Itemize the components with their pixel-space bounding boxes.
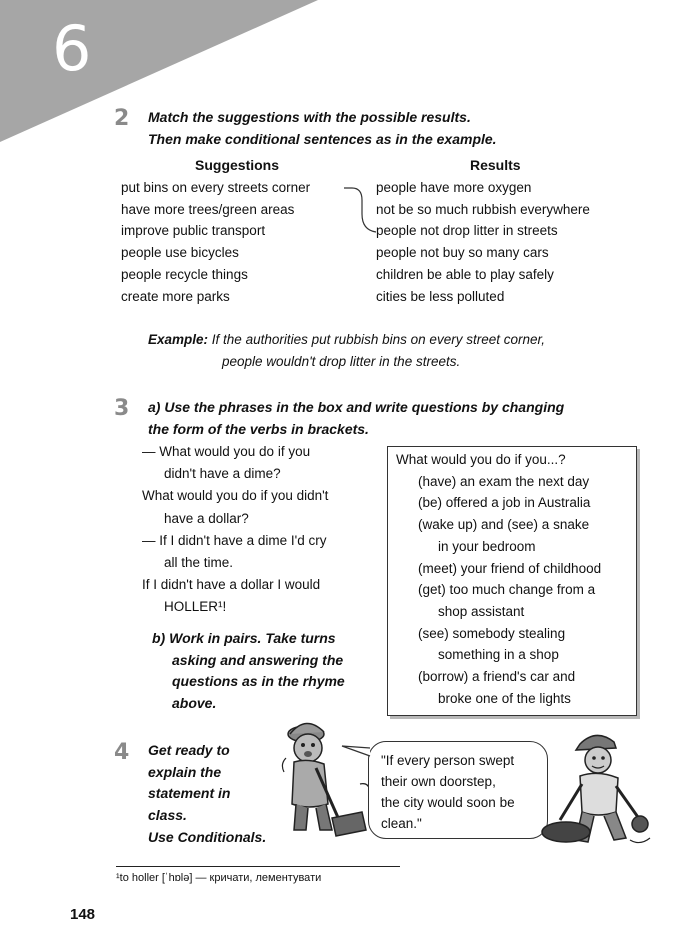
list-item: people use bicycles	[121, 245, 239, 261]
list-item: people have more oxygen	[376, 180, 532, 195]
list-item: people not drop litter in streets	[376, 223, 558, 239]
box-line: (meet) your friend of childhood	[418, 560, 602, 576]
exercise-4-instruction-line: explain the	[148, 763, 222, 780]
exercise-4-instruction-line: Get ready to	[148, 742, 230, 758]
rhyme-line: didn't have a dime?	[164, 466, 281, 482]
box-line: (borrow) a friend's car and	[418, 669, 576, 685]
exercise-4-instruction-line: class.	[148, 807, 187, 824]
exercise-3-number: 3	[114, 396, 130, 421]
exercise-3b-instruction-line: b) Work in pairs. Take turns	[152, 630, 336, 646]
rhyme-line: — If I didn't have a dime I'd cry	[142, 532, 327, 548]
box-line: something in a shop	[438, 647, 559, 663]
rhyme-line: — What would you do if you	[142, 444, 311, 459]
box-line: broke one of the lights	[438, 690, 571, 706]
page-number: 148	[70, 906, 96, 923]
list-item: create more parks	[121, 288, 230, 304]
list-item: improve public transport	[121, 223, 266, 239]
list-item: cities be less polluted	[376, 288, 505, 304]
rhyme-line: all the time.	[164, 555, 234, 571]
exercise-2-instruction	[148, 106, 497, 150]
footnote-rule	[116, 866, 400, 867]
box-line: (be) offered a job in Australia	[418, 495, 591, 511]
rhyme-line: HOLLER¹!	[164, 599, 227, 615]
exercise-2-number: 2	[114, 106, 130, 131]
box-line: shop assistant	[438, 603, 525, 619]
rhyme-line: have a dollar?	[164, 510, 249, 526]
quote-line: "If every person swept	[381, 753, 515, 768]
results-list	[376, 177, 590, 307]
unit-number: 6	[52, 12, 92, 85]
box-line: (get) too much change from a	[418, 582, 596, 598]
list-item: have more trees/green areas	[121, 201, 295, 217]
example-line: people wouldn't drop litter in the streets.	[222, 354, 461, 369]
rhyme-line: If I didn't have a dollar I would	[142, 577, 321, 593]
results-header: Results	[470, 157, 521, 173]
rhyme	[142, 441, 328, 619]
list-item: people not buy so many cars	[376, 245, 549, 261]
vacuum-man-illustration	[536, 728, 652, 856]
exercise-3b-instruction	[152, 628, 345, 715]
exercise-3b-instruction-line: above.	[172, 695, 217, 712]
rhyme-line: What would you do if you didn't	[142, 488, 329, 504]
exercise-3b-instruction-line: questions as in the rhyme	[172, 673, 345, 690]
exercise-3a-instruction-line: the form of the verbs in brackets.	[148, 421, 369, 437]
phrases-box	[387, 446, 637, 716]
exercise-2-instruction-line: Then make conditional sentences as in the example.	[148, 131, 497, 147]
footnote: ¹to holler [ˈhɒlə] — кричати, лементувати	[116, 872, 322, 884]
quote-line: their own doorstep,	[381, 774, 496, 789]
matching-connector-line	[342, 180, 378, 236]
list-item: put bins on every streets corner	[121, 180, 311, 195]
example-sentence	[148, 329, 545, 373]
box-line: (have) an exam the next day	[418, 473, 590, 489]
example-label: Example:	[148, 332, 209, 347]
list-item: not be so much rubbish everywhere	[376, 201, 590, 217]
speech-bubble-tail	[340, 744, 372, 758]
exercise-4-instruction-line: statement in	[148, 785, 231, 802]
exercise-4-instruction-line: Use Conditionals.	[148, 828, 267, 845]
list-item: children be able to play safely	[376, 266, 554, 282]
box-line: (see) somebody stealing	[418, 625, 566, 641]
sweeping-man-illustration	[276, 712, 372, 842]
quote-line: clean."	[381, 816, 422, 831]
exercise-2-instruction-line: Match the suggestions with the possible results.	[148, 109, 471, 125]
exercise-3a-instruction	[148, 396, 564, 440]
quote-line: the city would soon be	[381, 795, 515, 810]
suggestions-list	[121, 177, 310, 307]
box-line: What would you do if you...?	[396, 452, 566, 467]
speech-bubble	[368, 741, 548, 839]
suggestions-header: Suggestions	[195, 157, 280, 173]
exercise-3b-instruction-line: asking and answering the	[172, 651, 344, 668]
box-line: in your bedroom	[438, 538, 536, 554]
exercise-4-instruction	[148, 740, 266, 849]
example-line: If the authorities put rubbish bins on every street corner,	[211, 332, 545, 347]
exercise-4-number: 4	[114, 740, 130, 765]
quote	[381, 750, 515, 834]
exercise-3a-instruction-line: a) Use the phrases in the box and write questions by changing	[148, 399, 565, 415]
box-line: (wake up) and (see) a snake	[418, 517, 590, 533]
list-item: people recycle things	[121, 266, 248, 282]
